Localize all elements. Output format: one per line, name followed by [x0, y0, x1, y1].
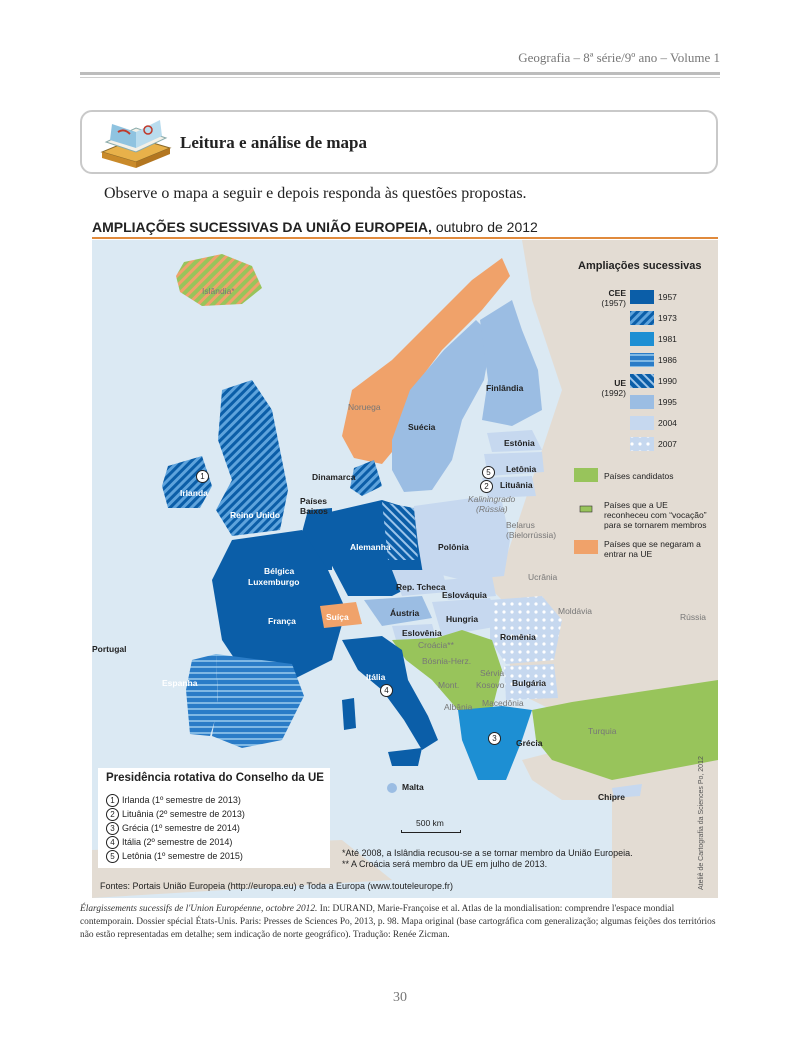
label-belarus: Belarus — [506, 520, 535, 530]
label-sweden: Suécia — [408, 422, 436, 432]
label-portugal: Portugal — [92, 644, 127, 654]
map-title — [92, 219, 538, 235]
label-kaliningrad-sub: (Rússia) — [476, 504, 508, 514]
header-rule-thin — [80, 77, 720, 78]
citation-title: Élargissements sucessifs de l'Union Européenne, octobre 2012. — [80, 904, 318, 914]
scale-label: 500 km — [416, 818, 444, 828]
legend-year-1986: 1986 — [658, 355, 677, 365]
label-hungary: Hungria — [446, 614, 479, 624]
legend-year-1957: 1957 — [658, 292, 677, 302]
label-kaliningrad: Kaliningrado — [468, 494, 516, 504]
presidency-item: Irlanda (1º semestre de 2013) — [122, 795, 241, 805]
label-greece: Grécia — [516, 738, 543, 748]
label-finland: Finlândia — [486, 383, 524, 393]
label-iceland: Islândia* — [202, 286, 235, 296]
label-estonia: Estônia — [504, 438, 535, 448]
footnote-croatia: ** A Croácia será membro da UE em julho de 2013. — [342, 859, 548, 869]
page-number: 30 — [393, 990, 407, 1005]
section-title: Leitura e análise de mapa — [180, 133, 367, 152]
label-lithuania: Lituânia — [500, 480, 533, 490]
label-germany: Alemanha — [350, 542, 391, 552]
sardinia-shape — [342, 698, 356, 730]
eu-map — [92, 240, 718, 898]
legend-year-1973: 1973 — [658, 313, 677, 323]
label-denmark: Dinamarca — [312, 472, 356, 482]
legend-ue-year: (1992) — [601, 388, 626, 398]
label-belarus-sub: (Bielorrússia) — [506, 530, 557, 540]
presidency-marker-3: 3 — [488, 732, 501, 745]
presidency-marker-4: 4 — [380, 684, 393, 697]
label-albania: Albânia — [444, 702, 473, 712]
presidency-number-3: 3 — [106, 822, 119, 835]
iceland-shape — [176, 254, 262, 306]
legend-candidates: Países candidatos — [604, 471, 674, 481]
portugal-shape — [186, 654, 218, 736]
instruction-text: Observe o mapa a seguir e depois responda às questões propostas. — [104, 185, 527, 202]
label-latvia: Letônia — [506, 464, 537, 474]
legend-year-1990: 1990 — [658, 376, 677, 386]
label-russia: Rússia — [680, 612, 706, 622]
map-credit: Ateliê de Cartografia da Sciences Po, 2012 — [698, 756, 705, 890]
presidency-item: Lituânia (2º semestre de 2013) — [122, 809, 245, 819]
label-slovakia: Eslováquia — [442, 590, 487, 600]
label-switzerland: Suíça — [326, 612, 349, 622]
label-turkey: Turquia — [588, 726, 617, 736]
map-title-bold: AMPLIAÇÕES SUCESSIVAS DA UNIÃO EUROPEIA, — [92, 219, 432, 235]
legend-vocation: Países que a UE reconheceu com “vocação” para se tornarem membros — [604, 500, 707, 530]
label-macedonia: Macedônia — [482, 698, 524, 708]
label-luxembourg: Luxemburgo — [248, 577, 300, 587]
scale-bar — [401, 830, 461, 833]
label-czech: Rep. Tcheca — [396, 582, 446, 592]
label-cyprus: Chipre — [598, 792, 625, 802]
legend-title: Ampliações sucessivas — [578, 260, 702, 272]
map-sources: Fontes: Portais União Europeia (http://europa.eu) e Toda a Europa (www.touteleurope.fr) — [100, 881, 454, 891]
map-title-rule — [92, 237, 718, 239]
label-slovenia: Eslovênia — [402, 628, 442, 638]
malta-shape — [387, 783, 397, 793]
label-norway: Noruega — [348, 402, 381, 412]
label-bosnia: Bósnia-Herz. — [422, 656, 472, 666]
legend-refused: Países que se negaram a entrar na UE — [604, 539, 701, 559]
spain-shape — [212, 654, 304, 748]
label-belgium: Bélgica — [264, 566, 295, 576]
citation — [80, 903, 720, 942]
label-ukraine: Ucrânia — [528, 572, 558, 582]
label-moldova: Moldávia — [558, 606, 593, 616]
label-netherlands: Países — [300, 496, 327, 506]
presidency-number-2: 2 — [106, 808, 119, 821]
label-montenegro: Mont. — [438, 680, 460, 690]
running-header: Geografia – 8ª série/9º ano – Volume 1 — [518, 50, 720, 65]
presidency-number-1: 1 — [106, 794, 119, 807]
label-austria: Áustria — [390, 608, 420, 618]
label-ireland: Irlanda — [180, 488, 208, 498]
label-france: França — [268, 616, 296, 626]
label-kosovo: Kosovo — [476, 680, 505, 690]
label-uk: Reino Unido — [230, 510, 281, 520]
header-rule — [80, 72, 720, 75]
label-croatia: Croácia** — [418, 640, 454, 650]
presidency-marker-2: 2 — [480, 480, 493, 493]
presidency-marker-5: 5 — [482, 466, 495, 479]
label-italy: Itália — [366, 672, 386, 682]
presidency-title: Presidência rotativa do Conselho da UE — [106, 772, 324, 784]
legend-cee: CEE — [608, 288, 626, 298]
presidency-item: Grécia (1º semestre de 2014) — [122, 823, 240, 833]
label-bulgaria: Bulgária — [512, 678, 547, 688]
book-icon — [96, 112, 176, 174]
legend-cee-year: (1957) — [601, 298, 626, 308]
map-title-date: outubro de 2012 — [431, 219, 538, 235]
presidency-item: Letônia (1º semestre de 2015) — [122, 851, 243, 861]
presidency-item: Itália (2º semestre de 2014) — [122, 837, 233, 847]
label-spain: Espanha — [162, 678, 198, 688]
label-poland: Polônia — [438, 542, 469, 552]
presidency-number-4: 4 — [106, 836, 119, 849]
label-netherlands-2: Baixos — [300, 506, 328, 516]
footnote-iceland: *Até 2008, a Islândia recusou-se a se tornar membro da União Europeia. — [342, 848, 633, 858]
presidency-number-5: 5 — [106, 850, 119, 863]
presidency-marker-1: 1 — [196, 470, 209, 483]
label-malta: Malta — [402, 782, 424, 792]
legend-ue: UE — [614, 378, 626, 388]
label-romania: Romênia — [500, 632, 536, 642]
citation-body: In: DURAND, Marie-Françoise et al. Atlas de la mondialisation: comprendre l'espace mondial contemporain. Dossier spécial États-Unis. Paris: Presses de Sciences Po, 2013, p. 98. Mapa original (base cartográfica com generalização; algumas feições dos territórios não estão representadas em detalhe; sem indicação de norte geográfico). Tradução: Renée Zicman. — [80, 904, 716, 940]
finland-shape — [480, 300, 542, 426]
legend-year-1995: 1995 — [658, 397, 677, 407]
legend-year-2007: 2007 — [658, 439, 677, 449]
sicily-shape — [388, 748, 422, 766]
label-serbia: Sérvia — [480, 668, 505, 678]
legend-year-1981: 1981 — [658, 334, 677, 344]
legend-year-2004: 2004 — [658, 418, 677, 428]
